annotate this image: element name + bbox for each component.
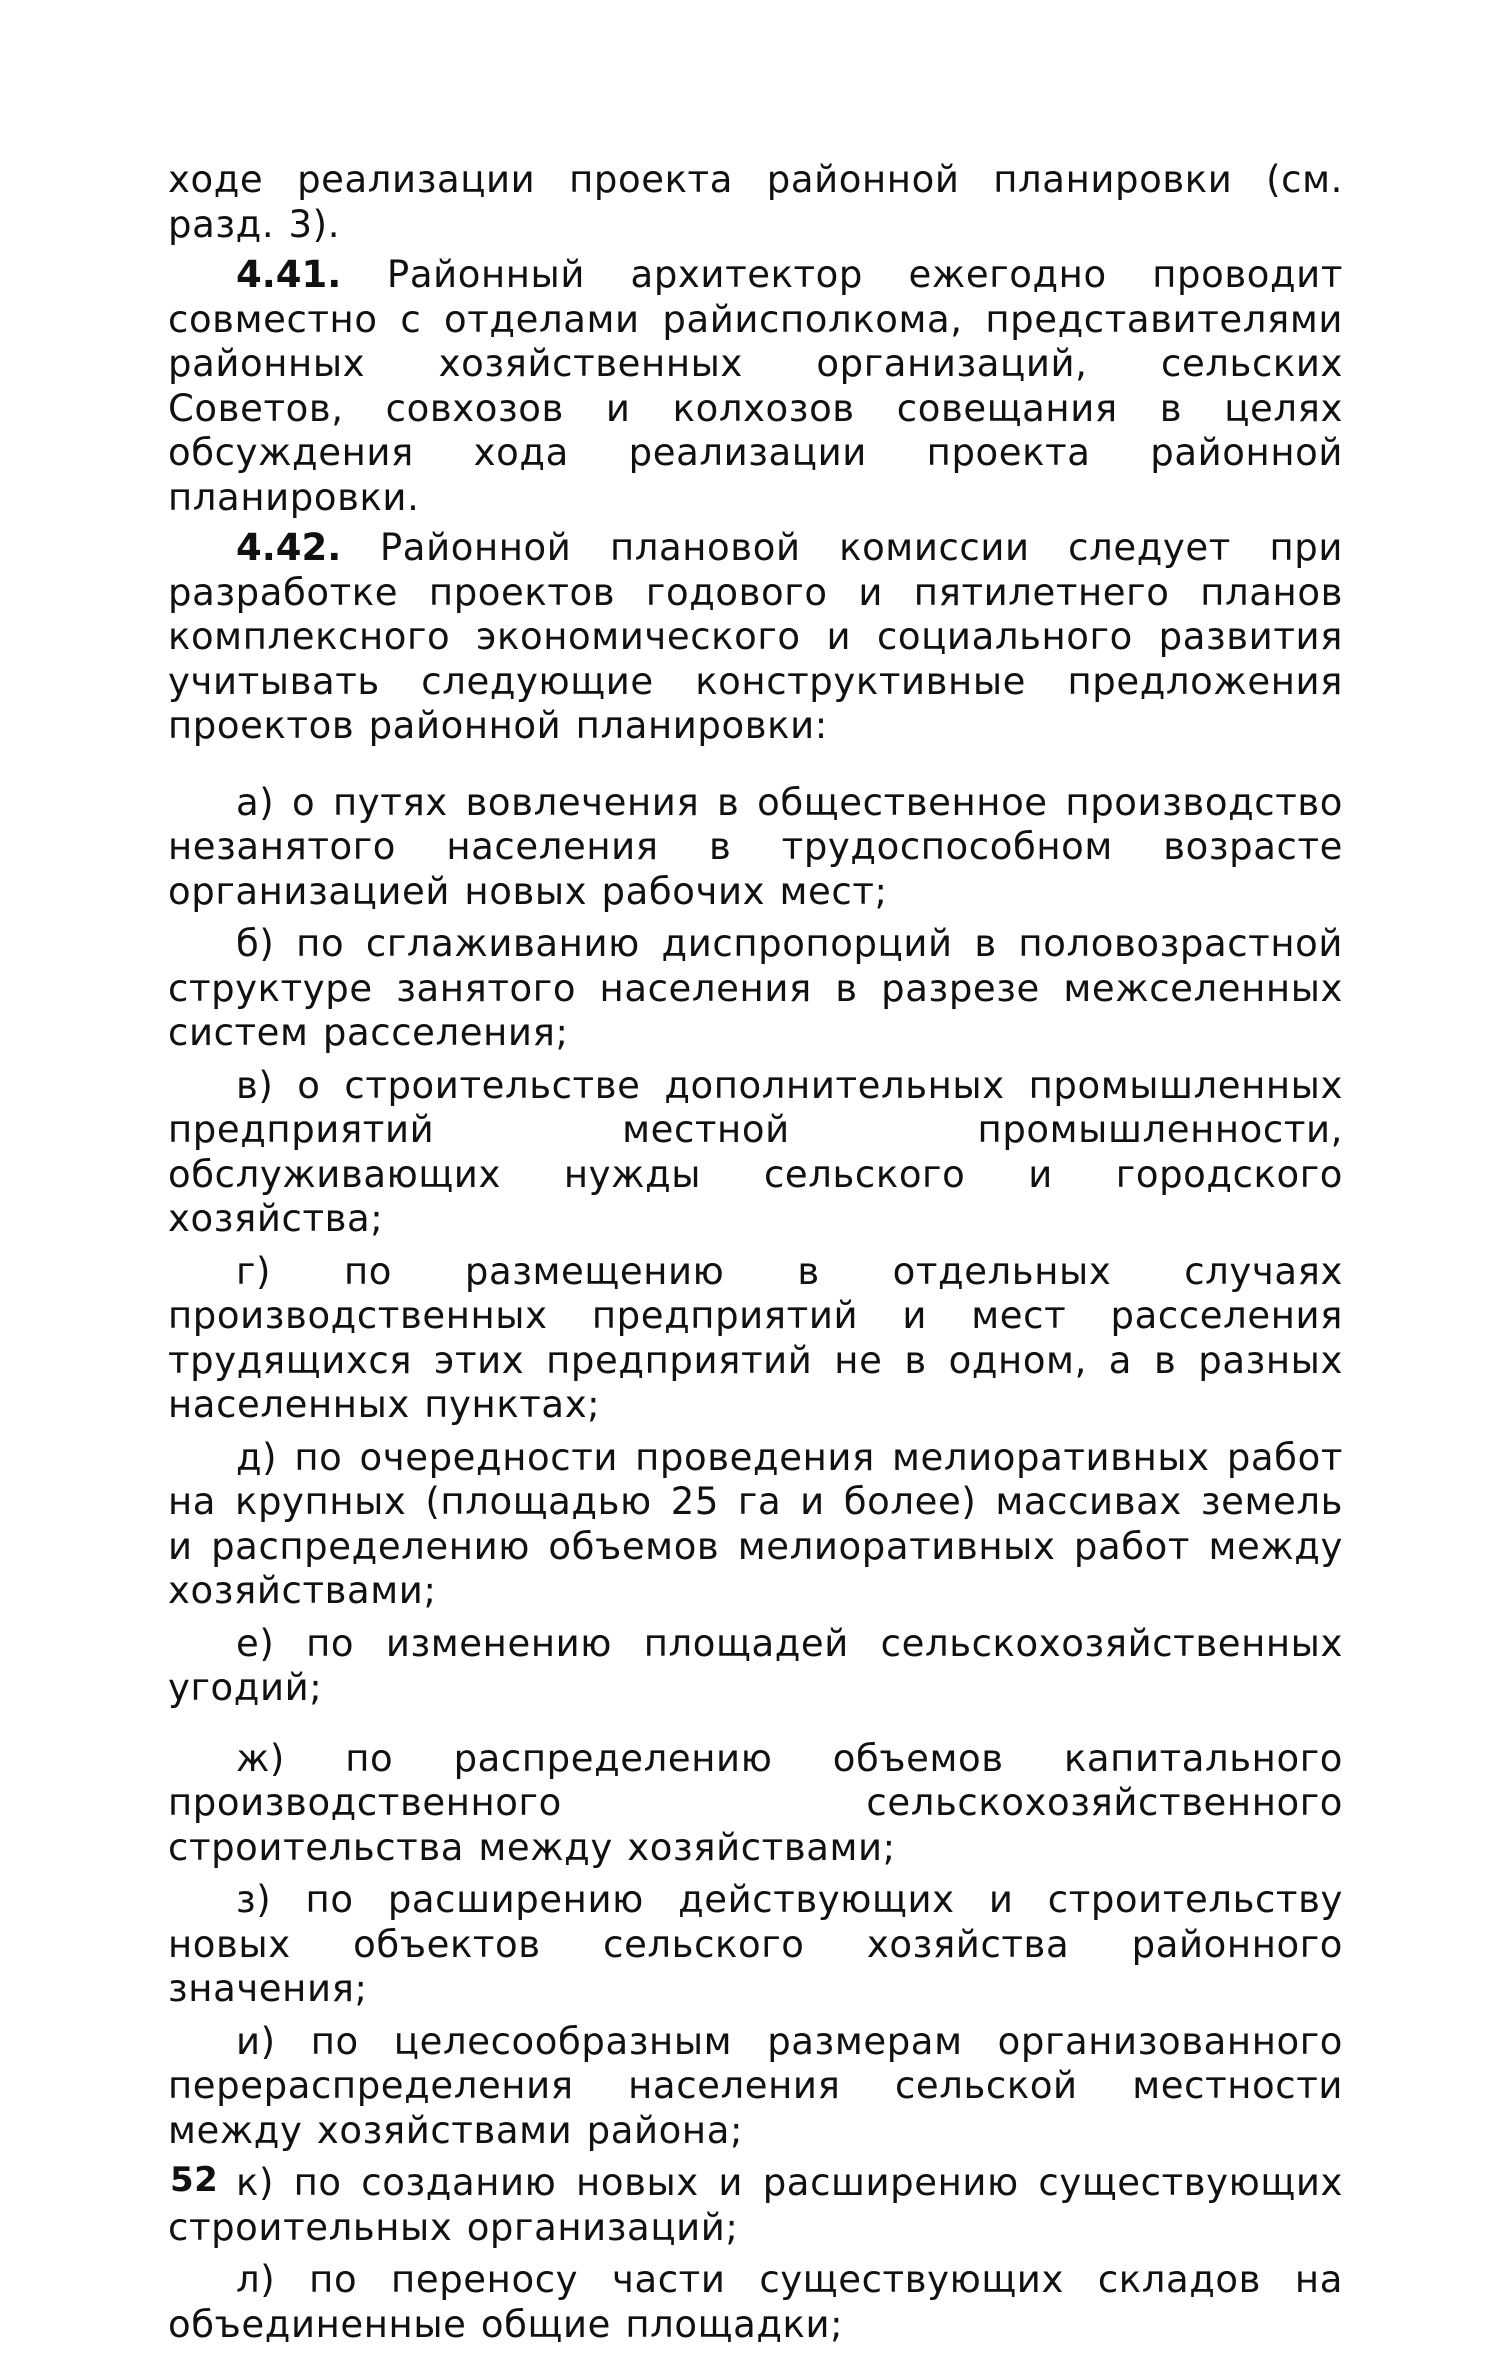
list-item: к) по созданию новых и расширению существующих строительных организаций; bbox=[168, 2161, 1343, 2249]
list-item: ж) по распределению объемов капитального производственного сельскохозяйственного строительства между хозяйствами; bbox=[168, 1736, 1343, 1869]
list-item: е) по изменению площадей сельскохозяйственных угодий; bbox=[168, 1621, 1343, 1709]
section-text: Районный архитектор ежегодно проводит совместно с отделами райисполкома, представителями районных хозяйственных организаций, сельских Советов, совхозов и колхозов совещания в целях обсуждения хода реализации проекта районной планировки. bbox=[168, 253, 1343, 519]
list-item: з) по расширению действующих и строительству новых объектов сельского хозяйства районного значения; bbox=[168, 1878, 1343, 2010]
list-item: д) по очередности проведения мелиоративных работ на крупных (площадью 25 га и более) массивах земель и распределению объемов мелиоративных работ между хозяйствами; bbox=[168, 1435, 1343, 1612]
list-item: б) по сглаживанию диспропорций в половозрастной структуре занятого населения в разрезе межселенных систем расселения; bbox=[168, 922, 1343, 1054]
list-item: и) по целесообразным размерам организованного перераспределения населения сельской местности между хозяйствами района; bbox=[168, 2019, 1343, 2152]
list-item: л) по переносу части существующих складов на объединенные общие площадки; bbox=[168, 2258, 1343, 2346]
document-body bbox=[168, 158, 1343, 2347]
list-item: а) о путях вовлечения в общественное производство незанятого населения в трудоспособном возрасте организацией новых рабочих мест; bbox=[168, 780, 1343, 913]
section-paragraph-4-41 bbox=[168, 253, 1343, 520]
list-item: г) по размещению в отдельных случаях производственных предприятий и мест расселения трудящихся этих предприятий не в одном, а в разных населенных пунктах; bbox=[168, 1249, 1343, 1426]
continuation-paragraph: ходе реализации проекта районной планировки (см. разд. 3). bbox=[168, 158, 1343, 246]
section-number: 4.41. bbox=[236, 253, 342, 296]
page-number: 52 bbox=[170, 2160, 219, 2200]
section-text: Районной плановой комиссии следует при разработке проектов годового и пятилетнего планов комплексного экономического и социального развития учитывать следующие конструктивные предложения проектов районной планировки: bbox=[168, 526, 1343, 747]
section-paragraph-4-42 bbox=[168, 526, 1343, 749]
section-number: 4.42. bbox=[236, 526, 342, 569]
list-item: в) о строительстве дополнительных промышленных предприятий местной промышленности, обслуживающих нужды сельского и городского хозяйства; bbox=[168, 1063, 1343, 1240]
